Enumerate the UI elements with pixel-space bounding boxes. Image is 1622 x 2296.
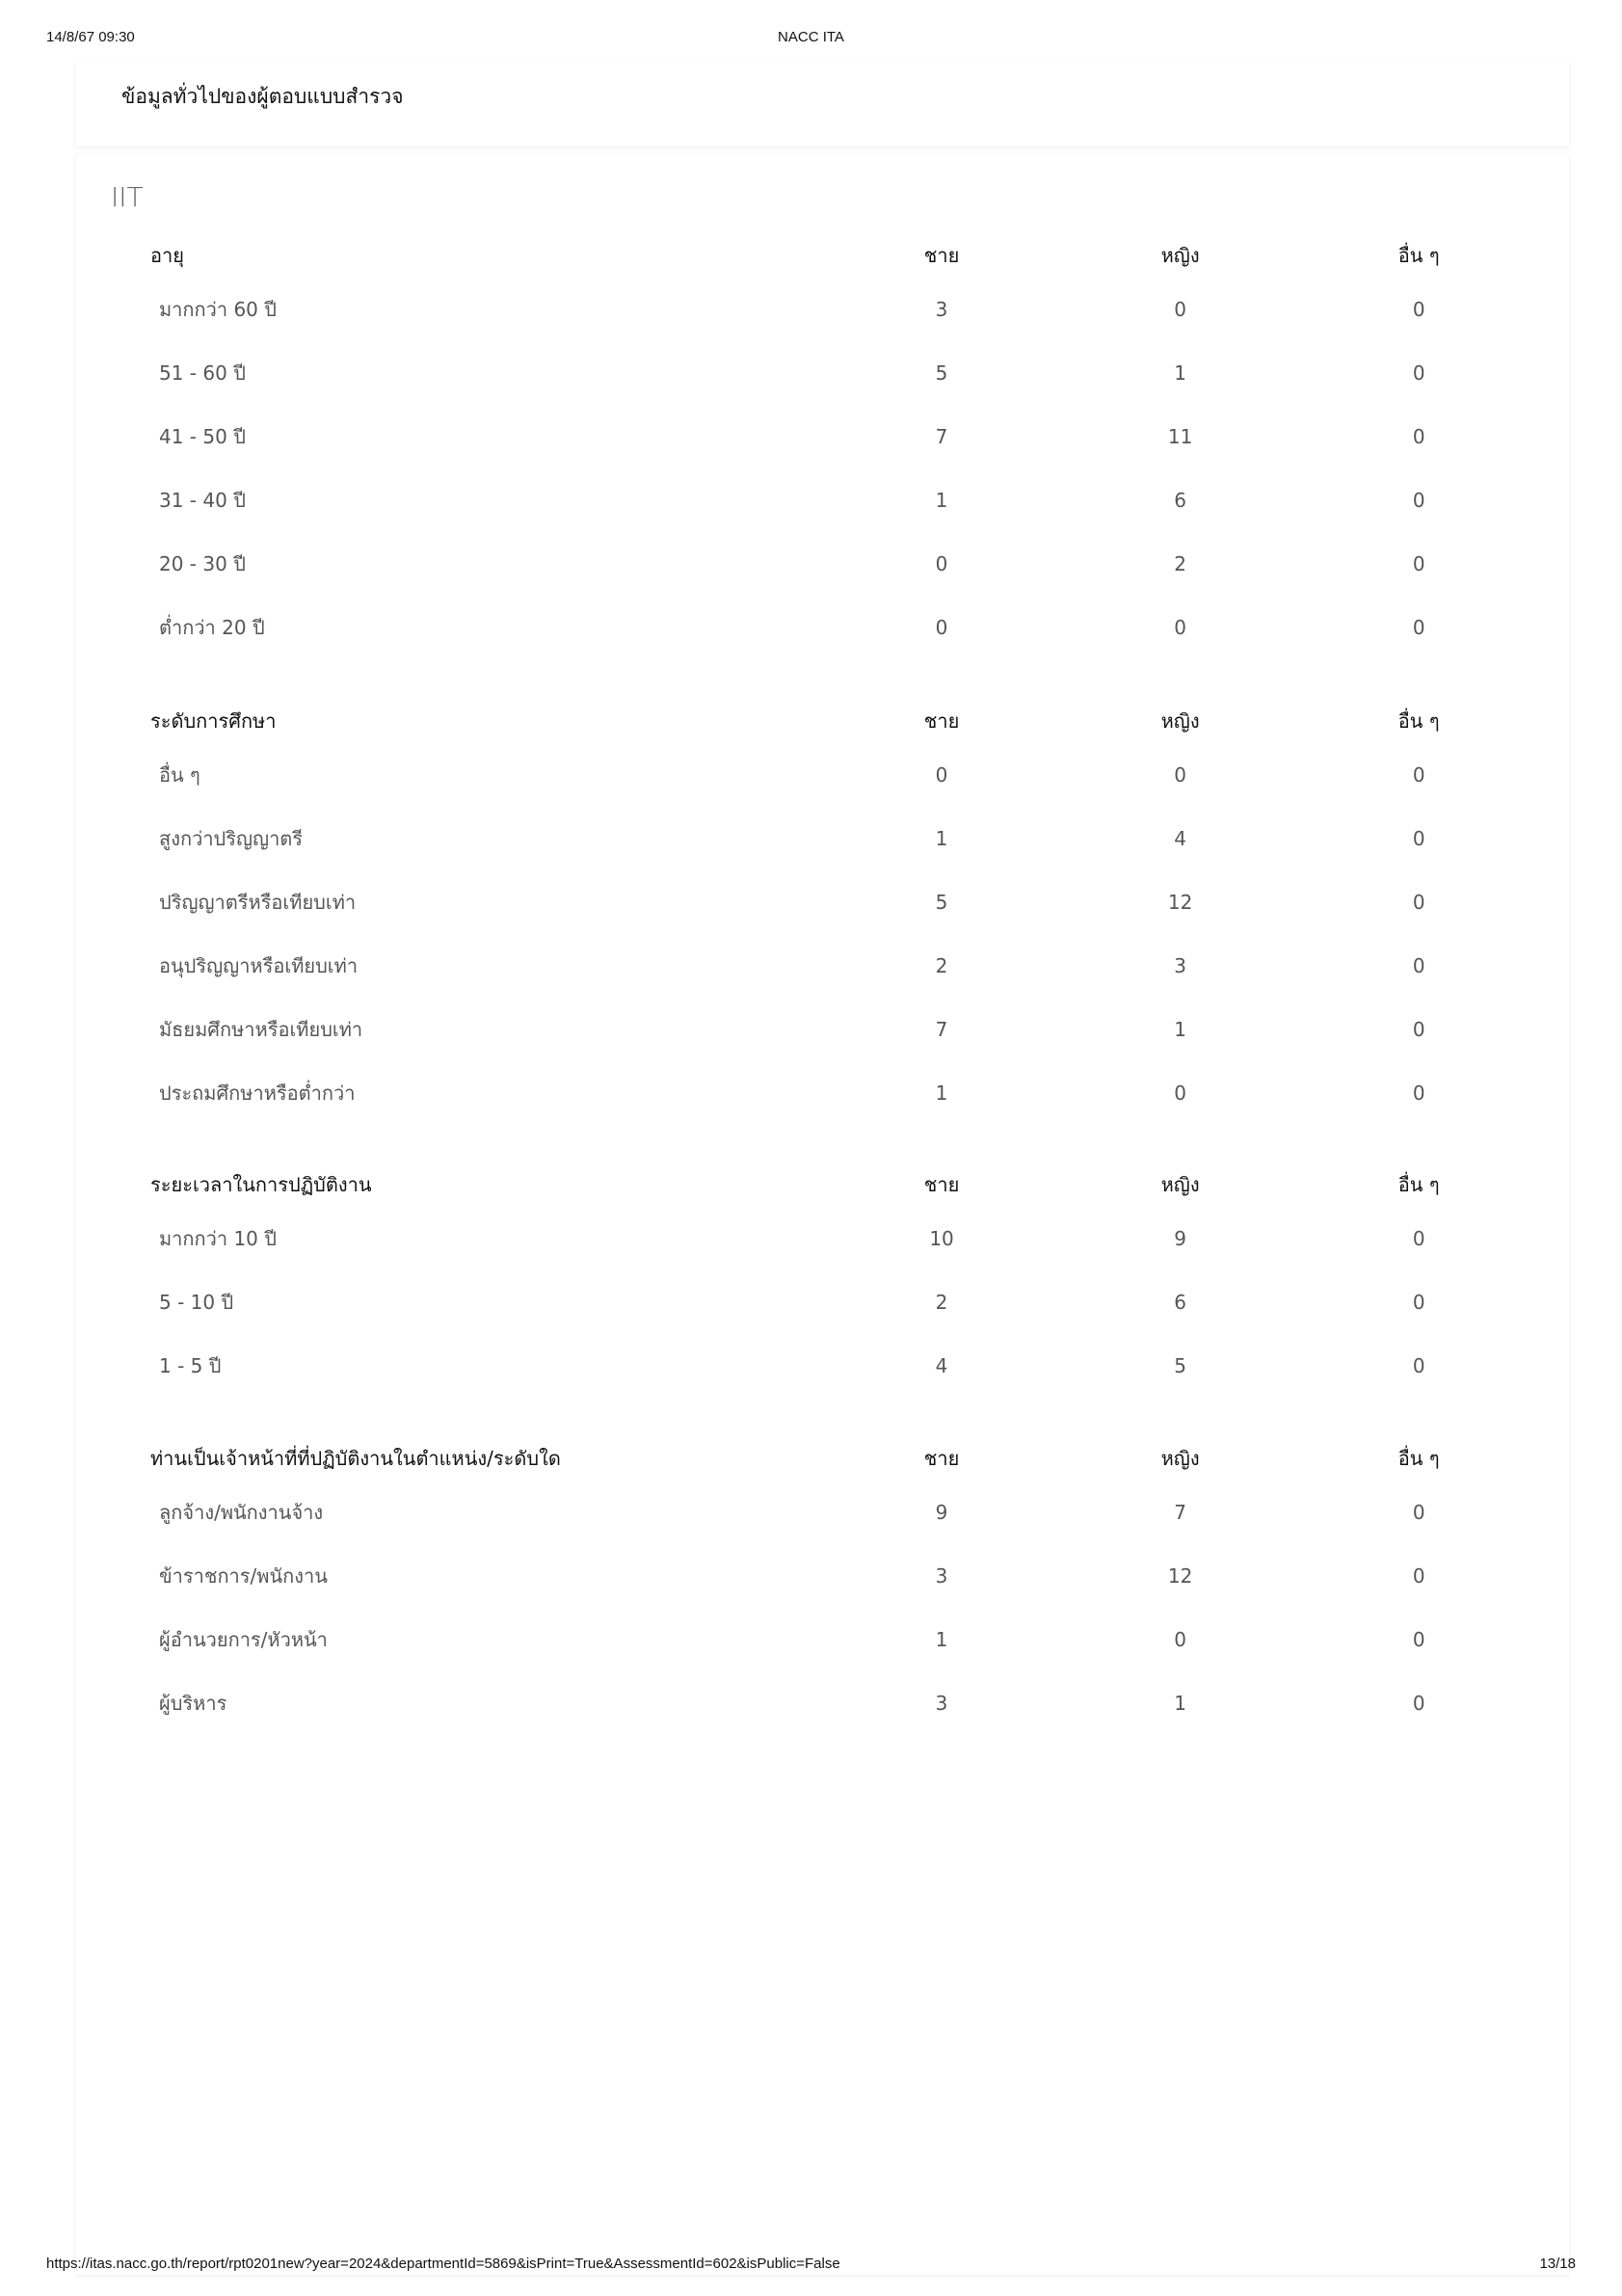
other-count: 0 bbox=[1412, 489, 1425, 512]
row-label: สูงกว่าปริญญาตรี bbox=[159, 827, 304, 850]
male-count: 0 bbox=[935, 763, 948, 787]
other-count: 0 bbox=[1412, 1564, 1425, 1588]
table-row bbox=[150, 278, 1538, 341]
col-female: หญิง bbox=[1160, 1447, 1200, 1470]
col-female: หญิง bbox=[1160, 1173, 1200, 1196]
table-row bbox=[150, 468, 1538, 532]
other-count: 0 bbox=[1412, 954, 1425, 977]
female-count: 11 bbox=[1167, 425, 1193, 448]
female-count: 2 bbox=[1174, 552, 1186, 575]
col-other: อื่น ๆ bbox=[1397, 709, 1440, 733]
age-table bbox=[150, 233, 1538, 659]
male-count: 1 bbox=[935, 1628, 948, 1651]
page-number: 13/18 bbox=[1539, 2256, 1576, 2272]
print-header bbox=[0, 29, 1622, 48]
other-count: 0 bbox=[1412, 827, 1425, 850]
section-label: IIT bbox=[111, 181, 144, 213]
table-row bbox=[150, 532, 1538, 596]
education-table bbox=[150, 699, 1538, 1125]
card-title: ข้อมูลทั่วไปของผู้ตอบแบบสำรวจ bbox=[121, 85, 404, 108]
table-row bbox=[150, 1270, 1538, 1334]
other-count: 0 bbox=[1412, 1018, 1425, 1041]
male-count: 3 bbox=[935, 298, 948, 321]
print-url: https://itas.nacc.go.th/report/rpt0201new?year=2024&departmentId=5869&isPrint=True&AssessmentId=602&isPublic=False bbox=[46, 2256, 840, 2272]
row-label: 20 - 30 ปี bbox=[159, 552, 246, 575]
row-label: อนุปริญญาหรือเทียบเท่า bbox=[159, 954, 359, 977]
female-count: 9 bbox=[1174, 1227, 1186, 1250]
col-male: ชาย bbox=[923, 1447, 960, 1470]
row-label: 5 - 10 ปี bbox=[159, 1291, 234, 1314]
other-count: 0 bbox=[1412, 361, 1425, 385]
female-count: 5 bbox=[1174, 1354, 1186, 1377]
col-male: ชาย bbox=[923, 244, 960, 267]
male-count: 3 bbox=[935, 1564, 948, 1588]
female-count: 1 bbox=[1174, 361, 1186, 385]
male-count: 10 bbox=[929, 1227, 954, 1250]
row-label: มากกว่า 60 ปี bbox=[159, 298, 277, 321]
table-header-row bbox=[150, 1162, 1538, 1207]
table-row bbox=[150, 1334, 1538, 1398]
table-row bbox=[150, 1061, 1538, 1125]
row-label: ต่ำกว่า 20 ปี bbox=[159, 616, 265, 639]
position-table bbox=[150, 1436, 1538, 1735]
group-title: ระดับการศึกษา bbox=[150, 709, 277, 733]
table-row bbox=[150, 870, 1538, 934]
female-count: 0 bbox=[1174, 763, 1186, 787]
row-label: 1 - 5 ปี bbox=[159, 1354, 222, 1377]
other-count: 0 bbox=[1412, 891, 1425, 914]
female-count: 1 bbox=[1174, 1018, 1186, 1041]
table-row bbox=[150, 743, 1538, 807]
table-row bbox=[150, 1608, 1538, 1671]
female-count: 7 bbox=[1174, 1501, 1186, 1524]
row-label: ลูกจ้าง/พนักงานจ้าง bbox=[159, 1501, 324, 1524]
col-female: หญิง bbox=[1160, 244, 1200, 267]
other-count: 0 bbox=[1412, 1692, 1425, 1715]
other-count: 0 bbox=[1412, 1354, 1425, 1377]
female-count: 12 bbox=[1167, 891, 1193, 914]
male-count: 4 bbox=[935, 1354, 948, 1377]
group-title: ระยะเวลาในการปฏิบัติงาน bbox=[150, 1173, 372, 1196]
male-count: 0 bbox=[935, 616, 948, 639]
print-title: NACC ITA bbox=[778, 29, 844, 45]
respondent-stats-card bbox=[75, 154, 1569, 2275]
other-count: 0 bbox=[1412, 763, 1425, 787]
female-count: 3 bbox=[1174, 954, 1186, 977]
male-count: 3 bbox=[935, 1692, 948, 1715]
table-row bbox=[150, 1671, 1538, 1735]
male-count: 0 bbox=[935, 552, 948, 575]
table-row bbox=[150, 405, 1538, 468]
table-row bbox=[150, 1481, 1538, 1544]
male-count: 5 bbox=[935, 891, 948, 914]
male-count: 2 bbox=[935, 1291, 948, 1314]
group-title: ท่านเป็นเจ้าหน้าที่ที่ปฏิบัติงานในตำแหน่ง/ระดับใด bbox=[150, 1447, 561, 1470]
table-header-row bbox=[150, 233, 1538, 278]
other-count: 0 bbox=[1412, 298, 1425, 321]
other-count: 0 bbox=[1412, 1081, 1425, 1105]
table-row bbox=[150, 1207, 1538, 1270]
col-other: อื่น ๆ bbox=[1397, 244, 1440, 267]
other-count: 0 bbox=[1412, 616, 1425, 639]
table-row bbox=[150, 807, 1538, 870]
row-label: ปริญญาตรีหรือเทียบเท่า bbox=[159, 891, 357, 914]
tenure-table bbox=[150, 1162, 1538, 1398]
row-label: มากกว่า 10 ปี bbox=[159, 1227, 277, 1250]
table-row bbox=[150, 596, 1538, 659]
male-count: 1 bbox=[935, 1081, 948, 1105]
table-row bbox=[150, 341, 1538, 405]
female-count: 0 bbox=[1174, 1081, 1186, 1105]
col-other: อื่น ๆ bbox=[1397, 1447, 1440, 1470]
table-row bbox=[150, 934, 1538, 998]
female-count: 0 bbox=[1174, 298, 1186, 321]
male-count: 1 bbox=[935, 489, 948, 512]
other-count: 0 bbox=[1412, 1501, 1425, 1524]
female-count: 6 bbox=[1174, 1291, 1186, 1314]
female-count: 0 bbox=[1174, 1628, 1186, 1651]
female-count: 0 bbox=[1174, 616, 1186, 639]
print-datetime: 14/8/67 09:30 bbox=[46, 29, 135, 45]
row-label: ประถมศึกษาหรือต่ำกว่า bbox=[159, 1081, 356, 1105]
col-male: ชาย bbox=[923, 1173, 960, 1196]
table-row bbox=[150, 998, 1538, 1061]
female-count: 4 bbox=[1174, 827, 1186, 850]
row-label: 51 - 60 ปี bbox=[159, 361, 246, 385]
row-label: ผู้อำนวยการ/หัวหน้า bbox=[159, 1628, 328, 1651]
other-count: 0 bbox=[1412, 425, 1425, 448]
male-count: 2 bbox=[935, 954, 948, 977]
male-count: 7 bbox=[935, 1018, 948, 1041]
row-label: มัธยมศึกษาหรือเทียบเท่า bbox=[159, 1018, 363, 1041]
table-row bbox=[150, 1544, 1538, 1608]
row-label: ข้าราชการ/พนักงาน bbox=[159, 1564, 328, 1588]
other-count: 0 bbox=[1412, 1227, 1425, 1250]
male-count: 5 bbox=[935, 361, 948, 385]
male-count: 9 bbox=[935, 1501, 948, 1524]
row-label: 41 - 50 ปี bbox=[159, 425, 246, 448]
male-count: 7 bbox=[935, 425, 948, 448]
female-count: 6 bbox=[1174, 489, 1186, 512]
other-count: 0 bbox=[1412, 552, 1425, 575]
col-other: อื่น ๆ bbox=[1397, 1173, 1440, 1196]
group-title: อายุ bbox=[150, 244, 184, 267]
row-label: 31 - 40 ปี bbox=[159, 489, 246, 512]
female-count: 12 bbox=[1167, 1564, 1193, 1588]
female-count: 1 bbox=[1174, 1692, 1186, 1715]
table-header-row bbox=[150, 1436, 1538, 1481]
table-header-row bbox=[150, 699, 1538, 743]
male-count: 1 bbox=[935, 827, 948, 850]
row-label: ผู้บริหาร bbox=[159, 1692, 227, 1715]
row-label: อื่น ๆ bbox=[159, 763, 200, 787]
col-female: หญิง bbox=[1160, 709, 1200, 733]
survey-info-card bbox=[75, 60, 1569, 147]
print-footer bbox=[0, 2256, 1622, 2275]
other-count: 0 bbox=[1412, 1628, 1425, 1651]
other-count: 0 bbox=[1412, 1291, 1425, 1314]
col-male: ชาย bbox=[923, 709, 960, 733]
